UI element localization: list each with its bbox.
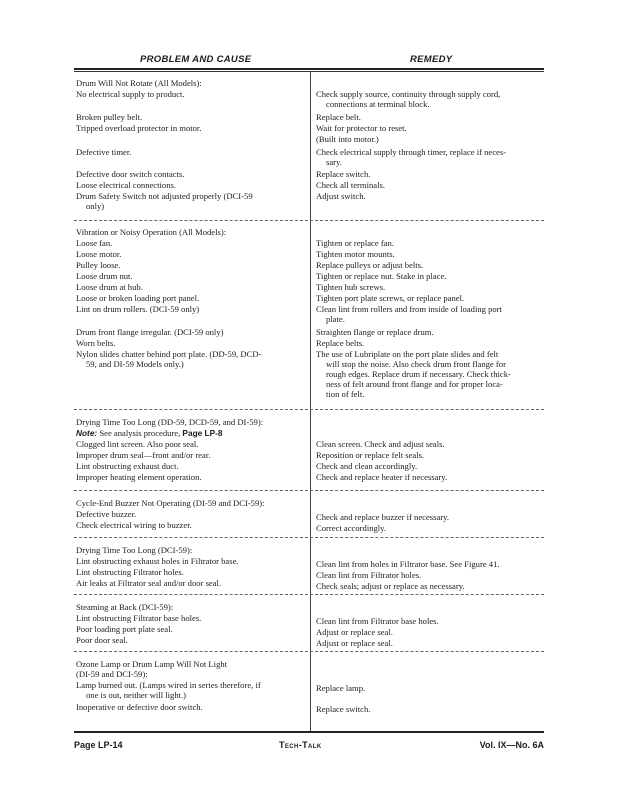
cause-text: only)	[86, 201, 105, 211]
note-page-reference: Page LP-8	[182, 428, 223, 438]
footer-rule	[74, 731, 544, 733]
cause-text: Loose electrical connections.	[76, 180, 176, 190]
cause-text: Clogged lint screen. Also poor seal.	[76, 439, 199, 449]
cause-text: Loose drum at hub.	[76, 282, 143, 292]
remedy-text: tion of felt.	[326, 389, 365, 399]
remedy-text: Replace lamp.	[316, 683, 366, 693]
remedy-text: Check and replace buzzer if necessary.	[316, 512, 450, 522]
cause-text: Loose motor.	[76, 249, 122, 259]
cause-text: Drum front flange irregular. (DCI-59 only)	[76, 327, 224, 337]
cause-text: Worn belts.	[76, 338, 116, 348]
cause-text: Pulley loose.	[76, 260, 121, 270]
page-footer	[74, 740, 544, 754]
header-problem-and-cause: PROBLEM AND CAUSE	[140, 54, 252, 65]
cause-text: Lint obstructing exhaust duct.	[76, 461, 179, 471]
remedy-text: Check and clean accordingly.	[316, 461, 418, 471]
remedy-text: Clean screen. Check and adjust seals.	[316, 439, 445, 449]
remedy-text: Straighten flange or replace drum.	[316, 327, 434, 337]
remedy-text: Adjust switch.	[316, 191, 366, 201]
remedy-text: connections at terminal block.	[326, 99, 430, 109]
header-rule-top	[74, 68, 544, 70]
cause-text: Defective timer.	[76, 147, 132, 157]
remedy-text: will stop the noise. Also check drum front flange for	[326, 359, 506, 369]
header-remedy: REMEDY	[410, 54, 453, 65]
remedy-text: Clean lint from Filtrator base holes.	[316, 616, 439, 626]
remedy-text: Tighten hub screws.	[316, 282, 386, 292]
section-title: Cycle-End Buzzer Not Operating (DI-59 and DCI-59):	[76, 498, 265, 508]
section-note	[76, 428, 223, 438]
section-title: Drum Will Not Rotate (All Models):	[76, 78, 202, 88]
remedy-text: Replace belts.	[316, 338, 365, 348]
cause-text: Loose fan.	[76, 238, 113, 248]
cause-text: Loose or broken loading port panel.	[76, 293, 200, 303]
cause-text: Lamp burned out. (Lamps wired in series therefore, if	[76, 680, 261, 690]
remedy-text: Replace pulleys or adjust belts.	[316, 260, 424, 270]
remedy-text: sary.	[326, 157, 342, 167]
section-title: Ozone Lamp or Drum Lamp Will Not Light	[76, 659, 228, 669]
section-title: Steaming at Back (DCI-59):	[76, 602, 174, 612]
header-rule	[74, 71, 544, 72]
remedy-text: Check seals; adjust or replace as necessary.	[316, 581, 465, 591]
remedy-text: plate.	[326, 314, 345, 324]
cause-text: Loose drum nut.	[76, 271, 133, 281]
section-divider	[74, 490, 544, 491]
remedy-text: Clean lint from holes in Filtrator base. See Figure 41.	[316, 559, 500, 569]
cause-text: Tripped overload protector in motor.	[76, 123, 202, 133]
remedy-text: Check all terminals.	[316, 180, 385, 190]
remedy-text: Clean lint from Filtrator holes.	[316, 570, 422, 580]
publication-name: Tech-Talk	[279, 740, 322, 750]
cause-text: Poor loading port plate seal.	[76, 624, 173, 634]
table-header	[74, 52, 544, 68]
remedy-text: Clean lint from rollers and from inside of loading port	[316, 304, 502, 314]
column-separator	[310, 71, 311, 731]
cause-text: Lint on drum rollers. (DCI-59 only)	[76, 304, 200, 314]
remedy-text: Replace switch.	[316, 704, 371, 714]
section-title: Drying Time Too Long (DCI-59):	[76, 545, 193, 555]
remedy-text: Tighten or replace nut. Stake in place.	[316, 271, 447, 281]
remedy-text: The use of Lubriplate on the port plate slides and felt	[316, 349, 499, 359]
remedy-text: rough edges. Replace drum if necessary. Check thick-	[326, 369, 511, 379]
cause-text: Lint obstructing Filtrator holes.	[76, 567, 184, 577]
remedy-text: Replace belt.	[316, 112, 361, 122]
remedy-text: Check and replace heater if necessary.	[316, 472, 448, 482]
remedy-text: Tighten or replace fan.	[316, 238, 394, 248]
cause-text: Poor door seal.	[76, 635, 128, 645]
cause-text: Defective buzzer.	[76, 509, 137, 519]
cause-text: 59, and DI-59 Models only.)	[86, 359, 184, 369]
remedy-text: Reposition or replace felt seals.	[316, 450, 425, 460]
volume-number: Vol. IX—No. 6A	[479, 740, 544, 750]
section-title: Vibration or Noisy Operation (All Models):	[76, 227, 227, 237]
remedy-text: Adjust or replace seal.	[316, 638, 393, 648]
section-divider	[74, 594, 544, 595]
cause-text: Air leaks at Filtrator seal and/or door seal.	[76, 578, 222, 588]
section-title-continued: (DI-59 and DCI-59):	[76, 669, 148, 679]
cause-text: Improper heating element operation.	[76, 472, 202, 482]
cause-text: No electrical supply to product.	[76, 89, 185, 99]
cause-text: Nylon slides chatter behind port plate. (DD-59, DCD-	[76, 349, 262, 359]
cause-text: Lint obstructing Filtrator base holes.	[76, 613, 202, 623]
remedy-text: Check supply source, continuity through supply cord,	[316, 89, 501, 99]
remedy-text: (Built into motor.)	[316, 134, 379, 144]
remedy-text: Check electrical supply through timer, replace if neces-	[316, 147, 507, 157]
section-divider	[74, 409, 544, 410]
cause-text: Improper drum seal—front and/or rear.	[76, 450, 211, 460]
cause-text: Inoperative or defective door switch.	[76, 702, 203, 712]
page-number: Page LP-14	[74, 740, 123, 750]
note-text: See analysis procedure,	[99, 428, 181, 438]
remedy-text: Tighten motor mounts.	[316, 249, 395, 259]
cause-text: one is out, neither will light.)	[86, 690, 187, 700]
section-divider	[74, 220, 544, 221]
remedy-text: Adjust or replace seal.	[316, 627, 393, 637]
remedy-text: Correct accordingly.	[316, 523, 387, 533]
remedy-text: ness of felt around front flange and for proper loca-	[326, 379, 503, 389]
note-label: Note:	[76, 428, 98, 438]
section-divider	[74, 537, 544, 538]
cause-text: Lint obstructing exhaust holes in Filtrator base.	[76, 556, 239, 566]
remedy-text: Tighten port plate screws, or replace panel.	[316, 293, 465, 303]
cause-text: Broken pulley belt.	[76, 112, 143, 122]
remedy-text: Replace switch.	[316, 169, 371, 179]
cause-text: Defective door switch contacts.	[76, 169, 185, 179]
section-divider	[74, 651, 544, 652]
cause-text: Drum Safety Switch not adjusted properly (DCI-59	[76, 191, 253, 201]
section-title: Drying Time Too Long (DD-59, DCD-59, and DI-59):	[76, 417, 264, 427]
remedy-text: Wait for protector to reset.	[316, 123, 407, 133]
cause-text: Check electrical wiring to buzzer.	[76, 520, 192, 530]
